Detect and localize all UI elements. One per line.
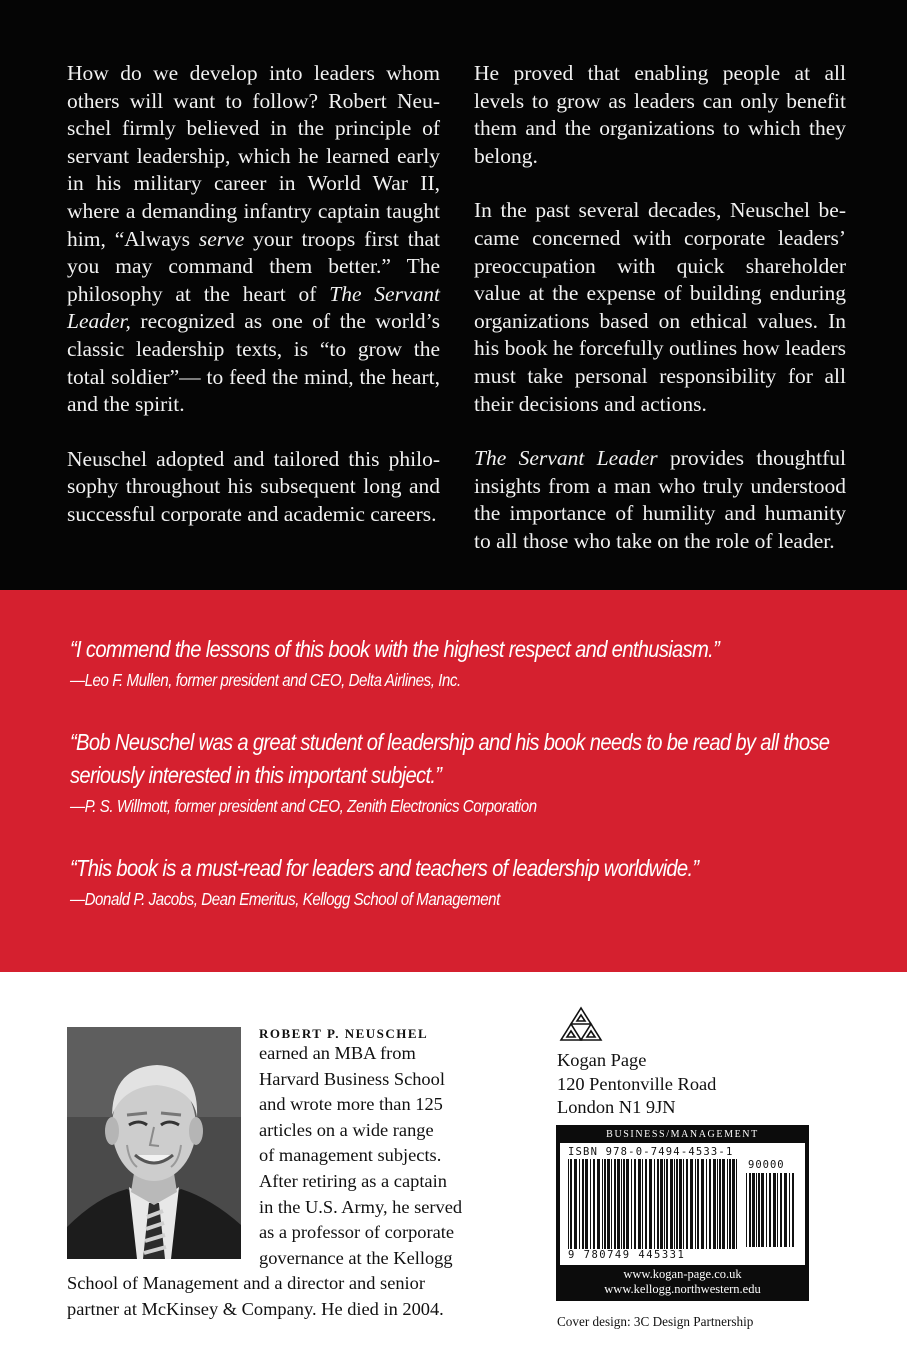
ean-digits: 9 780749 445331	[568, 1249, 686, 1261]
barcode-bar	[597, 1159, 600, 1249]
isbn-barcode-box	[556, 1125, 809, 1301]
author-bio-line: Harvard Business School	[259, 1068, 445, 1089]
barcode-bar	[642, 1159, 643, 1249]
endorsement-quote: “Bob Neuschel was a great student of leadership and his book needs to be read by all those seriously interested in this important subject.”	[70, 729, 830, 788]
blurb-paragraph-2: Neuschel adopted and tailored this philosophy throughout his subsequent long and successful corporate and academic careers.	[67, 446, 440, 526]
barcode-bar	[634, 1159, 636, 1249]
barcode-bar	[784, 1173, 787, 1247]
barcode-bar	[701, 1159, 704, 1249]
barcode-bar	[645, 1159, 647, 1249]
blurb-paragraph-4: In the past several decades, Neuschel became concerned with corporate leaders’ preoccupation with quick shareholder value at the expense of building enduring organizations based on ethical values. In his book he forcefully outlines how leaders must take personal responsibility for all their decisions and actions.	[474, 198, 846, 416]
barcode-bar	[604, 1159, 606, 1249]
barcode-bar	[582, 1159, 584, 1249]
barcode-bar	[789, 1173, 790, 1247]
author-bio-line: and wrote more than 125	[259, 1094, 443, 1115]
endorsement-quote: “This book is a must-read for leaders and teachers of leadership worldwide.”	[70, 855, 699, 881]
website-link[interactable]: www.kogan-page.co.uk	[623, 1267, 742, 1281]
barcode-bar	[780, 1173, 782, 1247]
barcode-bar	[657, 1159, 659, 1249]
price-code: 90000	[748, 1159, 785, 1171]
barcode-bar	[570, 1159, 572, 1249]
barcode-bar	[621, 1159, 622, 1249]
barcode-bar	[686, 1159, 688, 1249]
barcode-bar	[623, 1159, 625, 1249]
endorsement-quote: “I commend the lessons of this book with the highest respect and enthusiasm.”	[70, 636, 720, 662]
blurb-paragraph-3: He proved that enabling people at all levels to grow as leaders can only benefit them and the organizations to which they belong.	[474, 61, 846, 168]
barcode-bar	[660, 1159, 663, 1249]
endorsement-attribution: —P. S. Willmott, former president and CEO, Zenith Electronics Corporation	[70, 796, 537, 816]
endorsement-attribution: —Donald P. Jacobs, Dean Emeritus, Kellogg School of Management	[70, 889, 500, 909]
barcode-bar	[722, 1159, 725, 1249]
publisher-name: Kogan Page	[557, 1050, 647, 1070]
barcode-bar	[654, 1159, 655, 1249]
barcode-bar	[611, 1159, 612, 1249]
barcode-bar	[679, 1159, 682, 1249]
publisher-address	[557, 1049, 716, 1120]
barcode-bar	[695, 1159, 696, 1249]
author-bio-line: School of Management and a director and senior	[67, 1273, 425, 1294]
cover-design-credit: Cover design: 3C Design Partnership	[557, 1314, 754, 1329]
barcode-bar	[593, 1159, 595, 1249]
barcode-bar	[727, 1159, 728, 1249]
barcode-bar	[626, 1159, 629, 1249]
book-category: BUSINESS/MANAGEMENT	[606, 1129, 759, 1140]
barcode-bar	[666, 1159, 668, 1249]
author-bio-line: governance at the Kellogg	[259, 1247, 453, 1268]
barcode-bar	[736, 1159, 737, 1249]
author-bio-line: in the U.S. Army, he served	[259, 1196, 463, 1217]
barcode-bar	[579, 1159, 580, 1249]
barcode-bar	[649, 1159, 652, 1249]
barcode-bar	[638, 1159, 641, 1249]
endorsement-attribution: —Leo F. Mullen, former president and CEO, Delta Airlines, Inc.	[70, 670, 461, 690]
price-addon-barcode	[746, 1173, 796, 1247]
barcode-bar	[670, 1159, 673, 1249]
barcode-bar	[749, 1173, 751, 1247]
back-cover-blurb-panel	[0, 0, 907, 590]
author-bio-line: as a professor of corporate	[259, 1222, 455, 1243]
barcode-bar	[717, 1159, 718, 1249]
barcode-bar	[719, 1159, 721, 1249]
barcode-bar	[746, 1173, 747, 1247]
author-photo	[67, 1027, 241, 1259]
barcode-bar	[773, 1173, 776, 1247]
author-bio-line: articles on a wide range	[259, 1119, 434, 1140]
barcode-bar	[617, 1159, 620, 1249]
publisher-logo-icon	[558, 1006, 604, 1048]
blurb-left-column	[67, 60, 440, 529]
barcode-bar	[792, 1173, 794, 1247]
barcode-bar	[761, 1173, 764, 1247]
barcode-bar	[590, 1159, 591, 1249]
barcode-bar	[631, 1159, 632, 1249]
barcode-bar	[732, 1159, 735, 1249]
publisher-address-line: London N1 9JN	[557, 1097, 676, 1117]
barcode-bar	[585, 1159, 588, 1249]
barcode-bar	[758, 1173, 760, 1247]
author-portrait-illustration	[67, 1027, 241, 1259]
author-bio-line: earned an MBA from	[259, 1043, 416, 1063]
barcode-bar	[752, 1173, 755, 1247]
blurb-paragraph-1: How do we develop into leaders whom others will want to follow? Robert Neuschel firmly believed in the principle of servant leadership, which he learned early in his military career in World War II, where a demanding infantry captain taught him, “Always serve your troops first that you may command them better.” The philosophy at the heart of The Servant Leader, recognized as one of the world’s classic leadership texts, is “to grow the total soldier”— to feed the mind, the heart, and the spirit.	[67, 61, 440, 417]
barcode-bar	[690, 1159, 693, 1249]
barcode-bar	[602, 1159, 603, 1249]
endorsement-3	[70, 852, 860, 911]
ean-barcode	[568, 1159, 740, 1249]
author-name: ROBERT P. NEUSCHEL	[259, 1026, 429, 1041]
barcode-bar	[607, 1159, 610, 1249]
isbn-number: ISBN 978-0-7494-4533-1	[568, 1146, 734, 1158]
author-bio-line: of management subjects.	[259, 1145, 442, 1166]
blurb-right-column	[474, 60, 846, 556]
barcode-bar	[568, 1159, 569, 1249]
barcode-bar	[766, 1173, 767, 1247]
barcode-bar	[683, 1159, 684, 1249]
author-bio-line: After retiring as a captain	[259, 1171, 447, 1191]
barcode-area	[560, 1143, 805, 1265]
barcode-bar	[756, 1173, 757, 1247]
author-bio-line: partner at McKinsey & Company. He died in 2004.	[67, 1299, 444, 1319]
barcode-bar	[676, 1159, 678, 1249]
barcode-bar	[664, 1159, 665, 1249]
barcode-bar	[777, 1173, 778, 1247]
barcode-bar	[674, 1159, 675, 1249]
endorsement-1	[70, 633, 860, 692]
barcode-bar	[697, 1159, 699, 1249]
barcode-bar	[709, 1159, 711, 1249]
publisher-address-line: 120 Pentonville Road	[557, 1073, 717, 1094]
barcode-bar	[614, 1159, 616, 1249]
barcode-bar	[729, 1159, 731, 1249]
barcode-bar	[574, 1159, 577, 1249]
endorsement-2	[70, 726, 860, 818]
barcode-bar	[706, 1159, 707, 1249]
barcode-bar	[713, 1159, 716, 1249]
blurb-paragraph-5: The Servant Leader provides thoughtful insights from a man who truly understood the importance of humility and humanity to all those who take on the role of leader.	[474, 446, 846, 553]
barcode-bar	[769, 1173, 771, 1247]
endorsements-panel	[0, 590, 907, 972]
website-link[interactable]: www.kellogg.northwestern.edu	[604, 1282, 761, 1296]
